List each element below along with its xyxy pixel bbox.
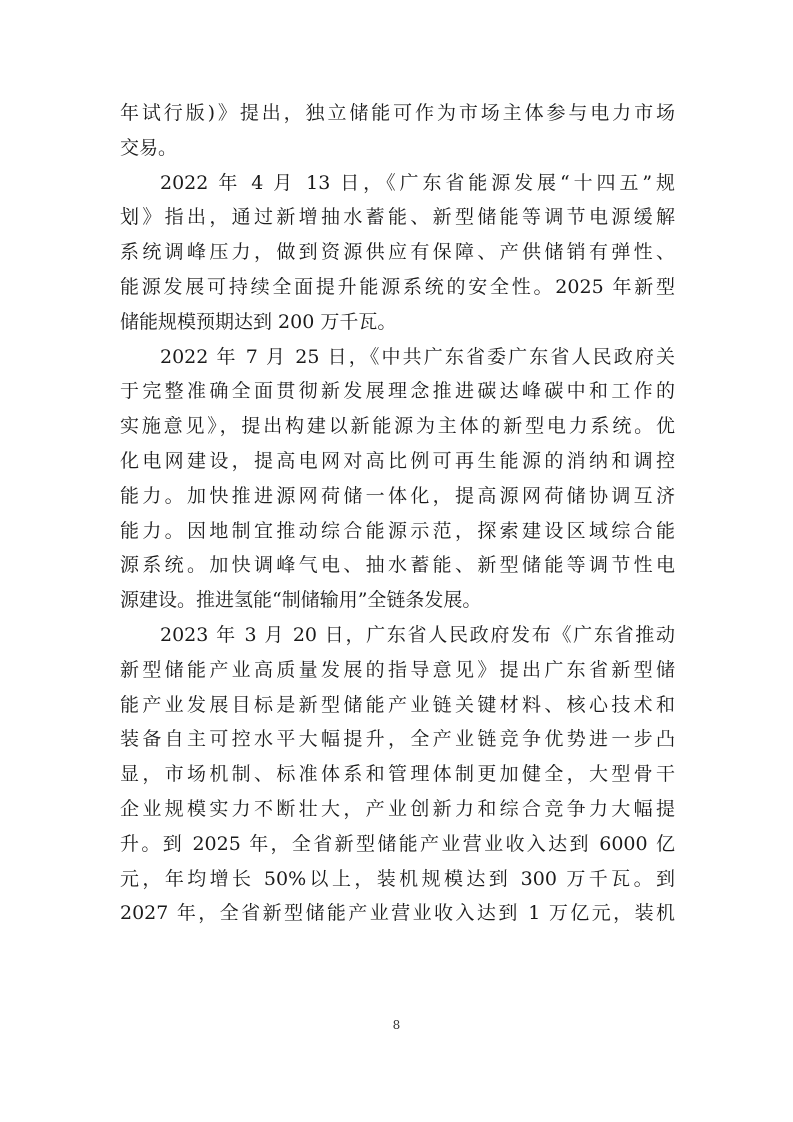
paragraph [120,166,675,340]
text-line: 显，市场机制、标准体系和管理体制更加健全，大型骨干 [120,763,675,786]
paragraph [120,618,675,931]
text-line: 2023 年 3 月 20 日，广东省人民政府发布《广东省推动 [160,623,675,646]
text-line: 2022 年 4 月 13 日，《广东省能源发展“十四五”规 [160,171,675,194]
text-line: 划》指出，通过新增抽水蓄能、新型储能等调节电源缓解 [120,206,675,229]
text-line: 装备自主可控水平大幅提升，全产业链竞争优势进一步凸 [120,728,675,751]
body-text [120,96,675,931]
text-line: 年试行版)》提出，独立储能可作为市场主体参与电力市场 [120,102,675,124]
text-line: 能力。因地制宜推动综合能源示范，探索建设区域综合能 [120,519,675,542]
text-line: 能力。加快推进源网荷储一体化，提高源网荷储协调互济 [120,484,675,507]
text-line: 储能规模预期达到 200 万千瓦。 [120,310,397,333]
text-line: 化电网建设，提高电网对高比例可再生能源的消纳和调控 [120,449,675,472]
text-line: 元，年均增长 50%以上，装机规模达到 300 万千瓦。到 [120,867,675,890]
text-line: 源建设。推进氢能“制储输用”全链条发展。 [120,589,482,612]
paragraph [120,96,675,166]
text-line: 企业规模实力不断壮大，产业创新力和综合竞争力大幅提 [120,797,675,820]
text-line: 2027 年，全省新型储能产业营业收入达到 1 万亿元，装机 [120,902,675,925]
text-line: 2022 年 7 月 25 日，《中共广东省委广东省人民政府关 [160,345,675,368]
text-line: 升。到 2025 年，全省新型储能产业营业收入达到 6000 亿 [120,832,675,855]
paragraph [120,340,675,618]
text-line: 新型储能产业高质量发展的指导意见》提出广东省新型储 [120,658,675,681]
text-line: 能产业发展目标是新型储能产业链关键材料、核心技术和 [120,693,675,716]
text-line: 于完整准确全面贯彻新发展理念推进碳达峰碳中和工作的 [120,380,675,403]
text-line: 能源发展可持续全面提升能源系统的安全性。2025 年新型 [120,275,675,298]
text-line: 源系统。加快调峰气电、抽水蓄能、新型储能等调节性电 [120,554,675,577]
text-line: 系统调峰压力，做到资源供应有保障、产供储销有弹性、 [120,241,675,264]
page-number: 8 [392,1018,401,1032]
text-line: 交易。 [120,136,178,159]
text-line: 实施意见》，提出构建以新能源为主体的新型电力系统。优 [120,415,675,438]
